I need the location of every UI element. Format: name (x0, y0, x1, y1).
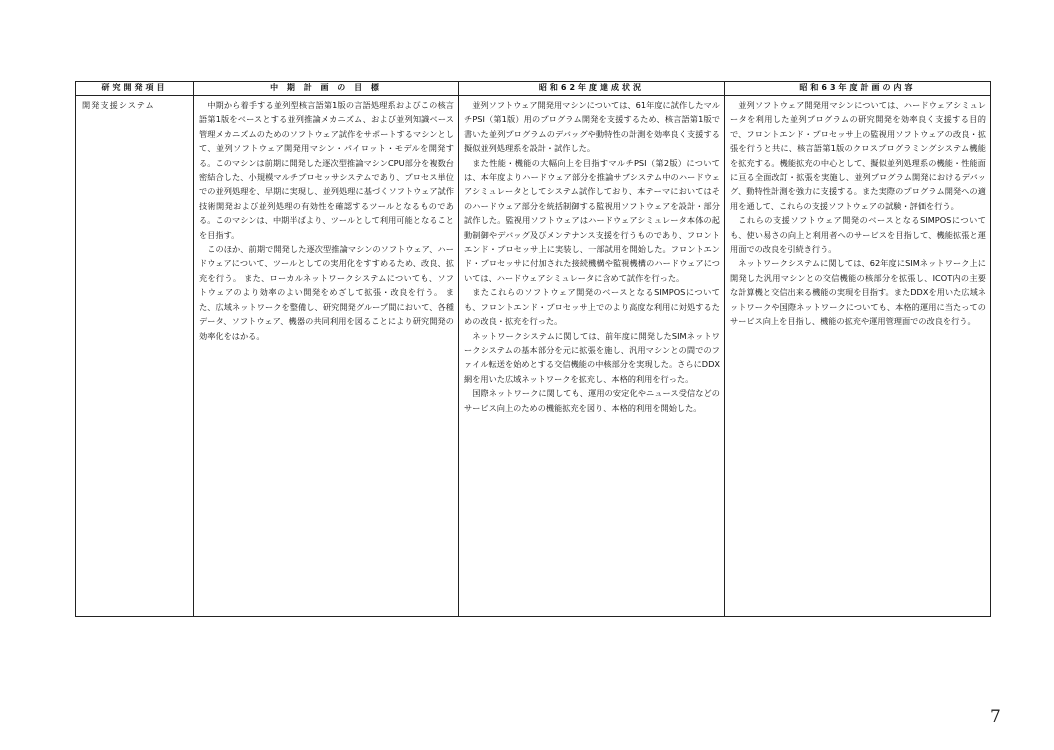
s63-paragraph: これらの支援ソフトウェア開発のベースとなるSIMPOSについても、使い易さの向上と利用者へのサービスを目指して、機能拡張と運用面での改良を引続き行う。 (730, 215, 986, 255)
s62-status-cell (459, 96, 725, 617)
header-s63-plan: 昭和63年度計画の内容 (725, 82, 991, 96)
table-row (76, 96, 991, 617)
s62-paragraph: 国際ネットワークに関しても、運用の安定化やニュース受信などのサービス向上のための機能拡充を図り、本格的利用を開始した。 (464, 388, 720, 413)
midterm-paragraph: このほか、前期で開発した逐次型推論マシンのソフトウェア、ハードウェアについて、ツールとしての実用化をすすめるため、改良、拡充を行う。 また、ローカルネットワークシステムについても、ソフトウェアのより効率のよい開発をめざして拡張・改良を行う。 また、広域ネットワークを整備し、研究開発グループ間において、各種データ、ソフトウェア、機器の共同利用を図ることにより研究開発の効率化をはかる。 (199, 244, 454, 341)
s63-plan-cell (725, 96, 991, 617)
midterm-paragraph: 中期から着手する並列型核言語第1版の言語処理系およびこの核言語第1版をベースとする並列推論メカニズム、および並列知識ベース管理メカニズムのためのソフトウェア試作をサポートするマシンとして、並列ソフトウェア開発用マシン・パイロット・モデルを開発する。このマシンは前期に開発した逐次型推論マシンCPU部分を複数台密結合した、小規模マルチプロセッサシステムであり、プロセス単位での並列処理を、早期に実現し、並列処理に基づくソフトウェア試作技術開発および並列処理の有効性を確認するツールとなるものである。このマシンは、中期半ばより、ツールとして利用可能となることを目指す。 (199, 100, 454, 240)
s63-paragraph: ネットワークシステムに関しては、62年度にSIMネットワーク上に開発した汎用マシンとの交信機能の核部分を拡張し、ICOT内の主要な計算機と交信出来る機能の実現を目指す。またDDXを用いた広域ネットワークや国際ネットワークについても、本格的運用に当たってのサービス向上を目指し、機能の拡充や運用管理面での改良を行う。 (730, 258, 986, 327)
page-number: 7 (990, 707, 1001, 727)
header-row (76, 82, 991, 96)
s62-paragraph: ネットワークシステムに関しては、前年度に開発したSIMネットワークシステムの基本部分を元に拡張を施し、汎用マシンとの間でのファイル転送を始めとする交信機能の中核部分を実現した。さらにDDX網を用いた広域ネットワークを拡充し、本格的利用を行った。 (464, 330, 720, 384)
s63-paragraph: 並列ソフトウェア開発用マシンについては、ハードウェアシミュレータを利用した並列プログラムの研究開発を効率良く支援する目的で、フロントエンド・プロセッサ上の監視用ソフトウェアの改良・拡張を行うと共に、核言語第1版のクロスプログラミングシステム機能を拡充する。機能拡充の中心として、擬似並列処理系の機能・性能面に亘る全面改訂・拡張を実施し、並列プログラム開発におけるデバッグ、動特性計測を強力に支援する。また実際のプログラム開発への適用を通して、これらの支援ソフトウェアの試験・評価を行う。 (730, 100, 986, 211)
header-s62-status: 昭和62年度達成状況 (459, 82, 725, 96)
research-item-cell (76, 96, 194, 617)
plan-table (75, 81, 991, 617)
s62-paragraph: また性能・機能の大幅向上を目指すマルチPSI（第2版）については、本年度よりハードウェア部分を推論サブシステム中のハードウェアシミュレータとしてシステム試作しており、本テーマにおいてはそのハードウェア部分を統括制御する監視用ソフトウェアを設計・部分試作した。監視用ソフトウェアはハードウェアシミュレータ本体の起動制御やデバッグ及びメンテナンス支援を行うものであり、フロントエンド・プロセッサ上に実装し、一部試用を開始した。フロントエンド・プロセッサに付加された接続機構や監視機構のハードウェアについては、ハードウェアシミュレータに含めて試作を行った。 (464, 157, 720, 283)
research-item-label: 開発支援システム (82, 100, 155, 110)
header-midterm-goal: 中 期 計 画 の 目 標 (194, 82, 459, 96)
s62-paragraph: またこれらのソフトウェア開発のベースとなるSIMPOSについても、フロントエンド・プロセッサ上でのより高度な利用に対処するための改良・拡充を行った。 (464, 287, 720, 327)
s62-paragraph: 並列ソフトウェア開発用マシンについては、61年度に試作したマルチPSI（第1版）用のプログラム開発を支援するため、核言語第1版で書いた並列プログラムのデバッグや動特性の計測を効率良く支援する擬似並列処理系を設計・試作した。 (464, 100, 720, 154)
midterm-goal-cell (194, 96, 459, 617)
header-research-item: 研究開発項目 (76, 82, 194, 96)
